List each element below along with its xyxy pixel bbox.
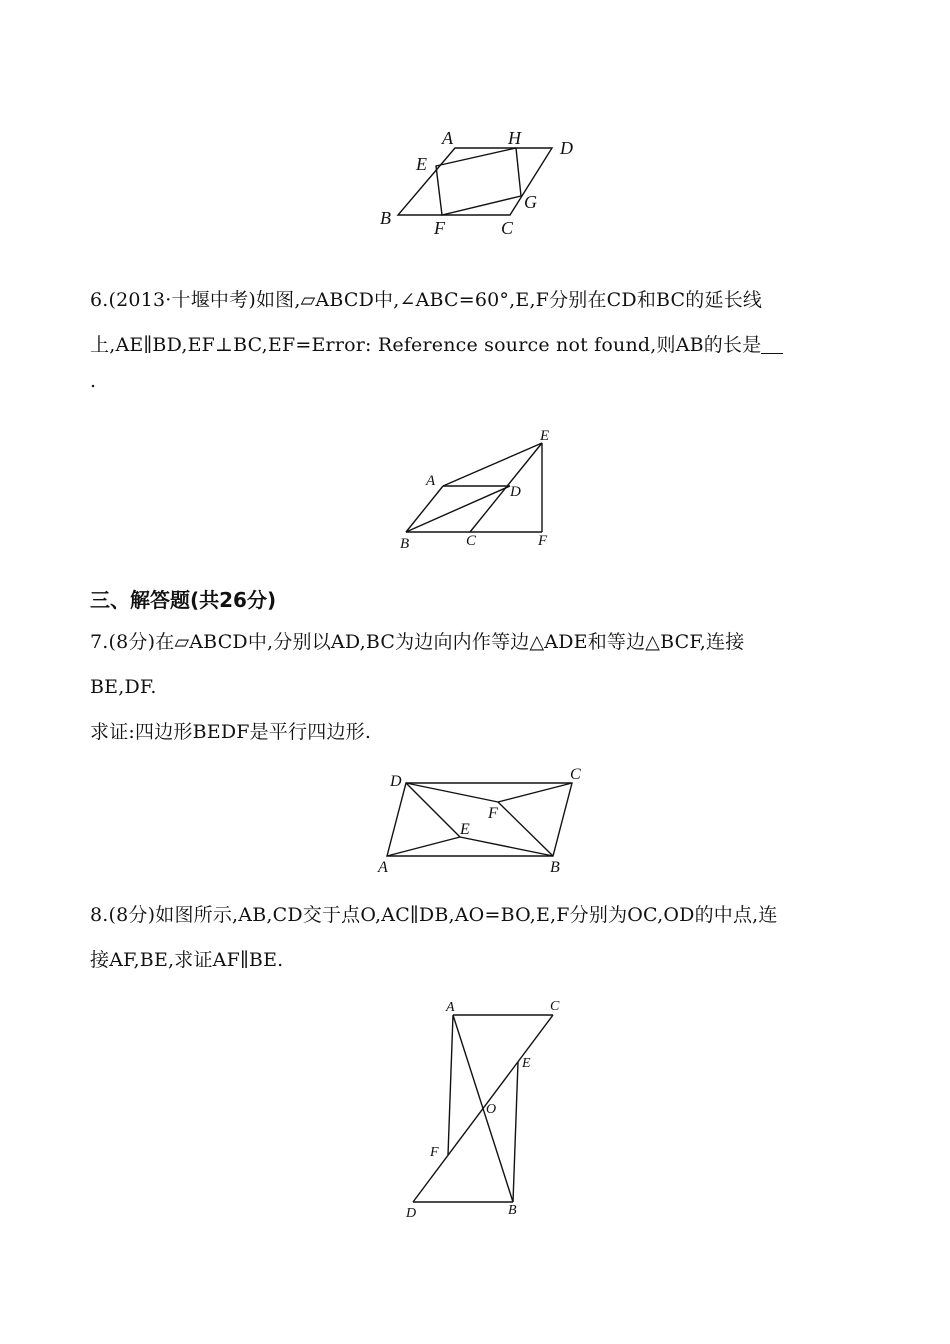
label-f: F xyxy=(488,805,498,822)
label-b: B xyxy=(508,1203,517,1218)
question-7-line-2: BE,DF. xyxy=(90,676,157,698)
parallelogram-abcd xyxy=(387,783,572,856)
label-e: E xyxy=(460,821,470,838)
segment-bf xyxy=(498,802,553,856)
label-a: A xyxy=(426,473,436,489)
label-g: G xyxy=(524,192,537,212)
figure-4-intersecting-lines xyxy=(400,995,570,1225)
label-c: C xyxy=(466,533,477,549)
question-6-line-2: 上,AE∥BD,EF⊥BC,EF=Error: Reference source not found,则AB的长是 xyxy=(90,323,865,368)
label-a: A xyxy=(446,1000,455,1015)
label-f: F xyxy=(430,1145,439,1160)
label-e: E xyxy=(416,154,427,174)
label-d: D xyxy=(390,773,402,790)
segment-ae xyxy=(387,837,460,856)
question-6-line-1: 6.(2013·十堰中考)如图,▱ABCD中,∠ABC=60°,E,F分别在CD和BC的延长线 xyxy=(90,289,763,311)
quadrilateral-efgh xyxy=(436,148,521,215)
label-f: F xyxy=(538,533,548,549)
segment-af xyxy=(448,1015,453,1155)
segment-ae xyxy=(443,443,542,486)
label-f: F xyxy=(434,218,445,238)
section-3-heading: 三、解答题(共26分) xyxy=(90,588,277,612)
label-c: C xyxy=(501,218,514,238)
figure-2-parallelogram-ef xyxy=(390,420,570,555)
segment-cd xyxy=(413,1015,553,1202)
label-e: E xyxy=(522,1056,531,1071)
label-e: E xyxy=(540,428,550,444)
label-c: C xyxy=(570,766,581,783)
segment-cf xyxy=(498,783,572,802)
question-8-line-2: 接AF,BE,求证AF∥BE. xyxy=(90,949,284,971)
segment-de xyxy=(406,783,460,837)
answer-blank[interactable] xyxy=(761,333,783,354)
figure-1-parallelogram-efgh xyxy=(370,120,590,245)
segment-ab xyxy=(406,486,443,532)
segment-ce xyxy=(470,443,542,532)
segment-df xyxy=(406,783,498,802)
question-6 xyxy=(90,278,865,394)
label-d: D xyxy=(406,1206,417,1221)
label-o: O xyxy=(486,1102,497,1117)
label-d: D xyxy=(560,138,573,158)
label-c: C xyxy=(550,999,560,1014)
segment-bd xyxy=(406,486,510,532)
segment-be xyxy=(460,837,553,856)
label-b: B xyxy=(550,859,560,876)
label-b: B xyxy=(380,208,391,228)
question-7-line-3: 求证:四边形BEDF是平行四边形. xyxy=(90,721,372,743)
label-a: A xyxy=(378,859,388,876)
question-7 xyxy=(90,620,865,755)
label-h: H xyxy=(508,128,521,148)
label-d: D xyxy=(510,484,521,500)
label-b: B xyxy=(400,536,410,552)
question-8-line-1: 8.(8分)如图所示,AB,CD交于点O,AC∥DB,AO=BO,E,F分别为OC,OD的中点,连 xyxy=(90,904,778,926)
segment-be xyxy=(513,1062,518,1202)
question-6-line-3: . xyxy=(90,370,97,392)
figure-3-parallelogram-equilateral xyxy=(370,762,600,882)
label-a: A xyxy=(442,128,453,148)
question-8 xyxy=(90,893,865,983)
question-7-line-1: 7.(8分)在▱ABCD中,分别以AD,BC为边向内作等边△ADE和等边△BCF,连接 xyxy=(90,631,745,653)
